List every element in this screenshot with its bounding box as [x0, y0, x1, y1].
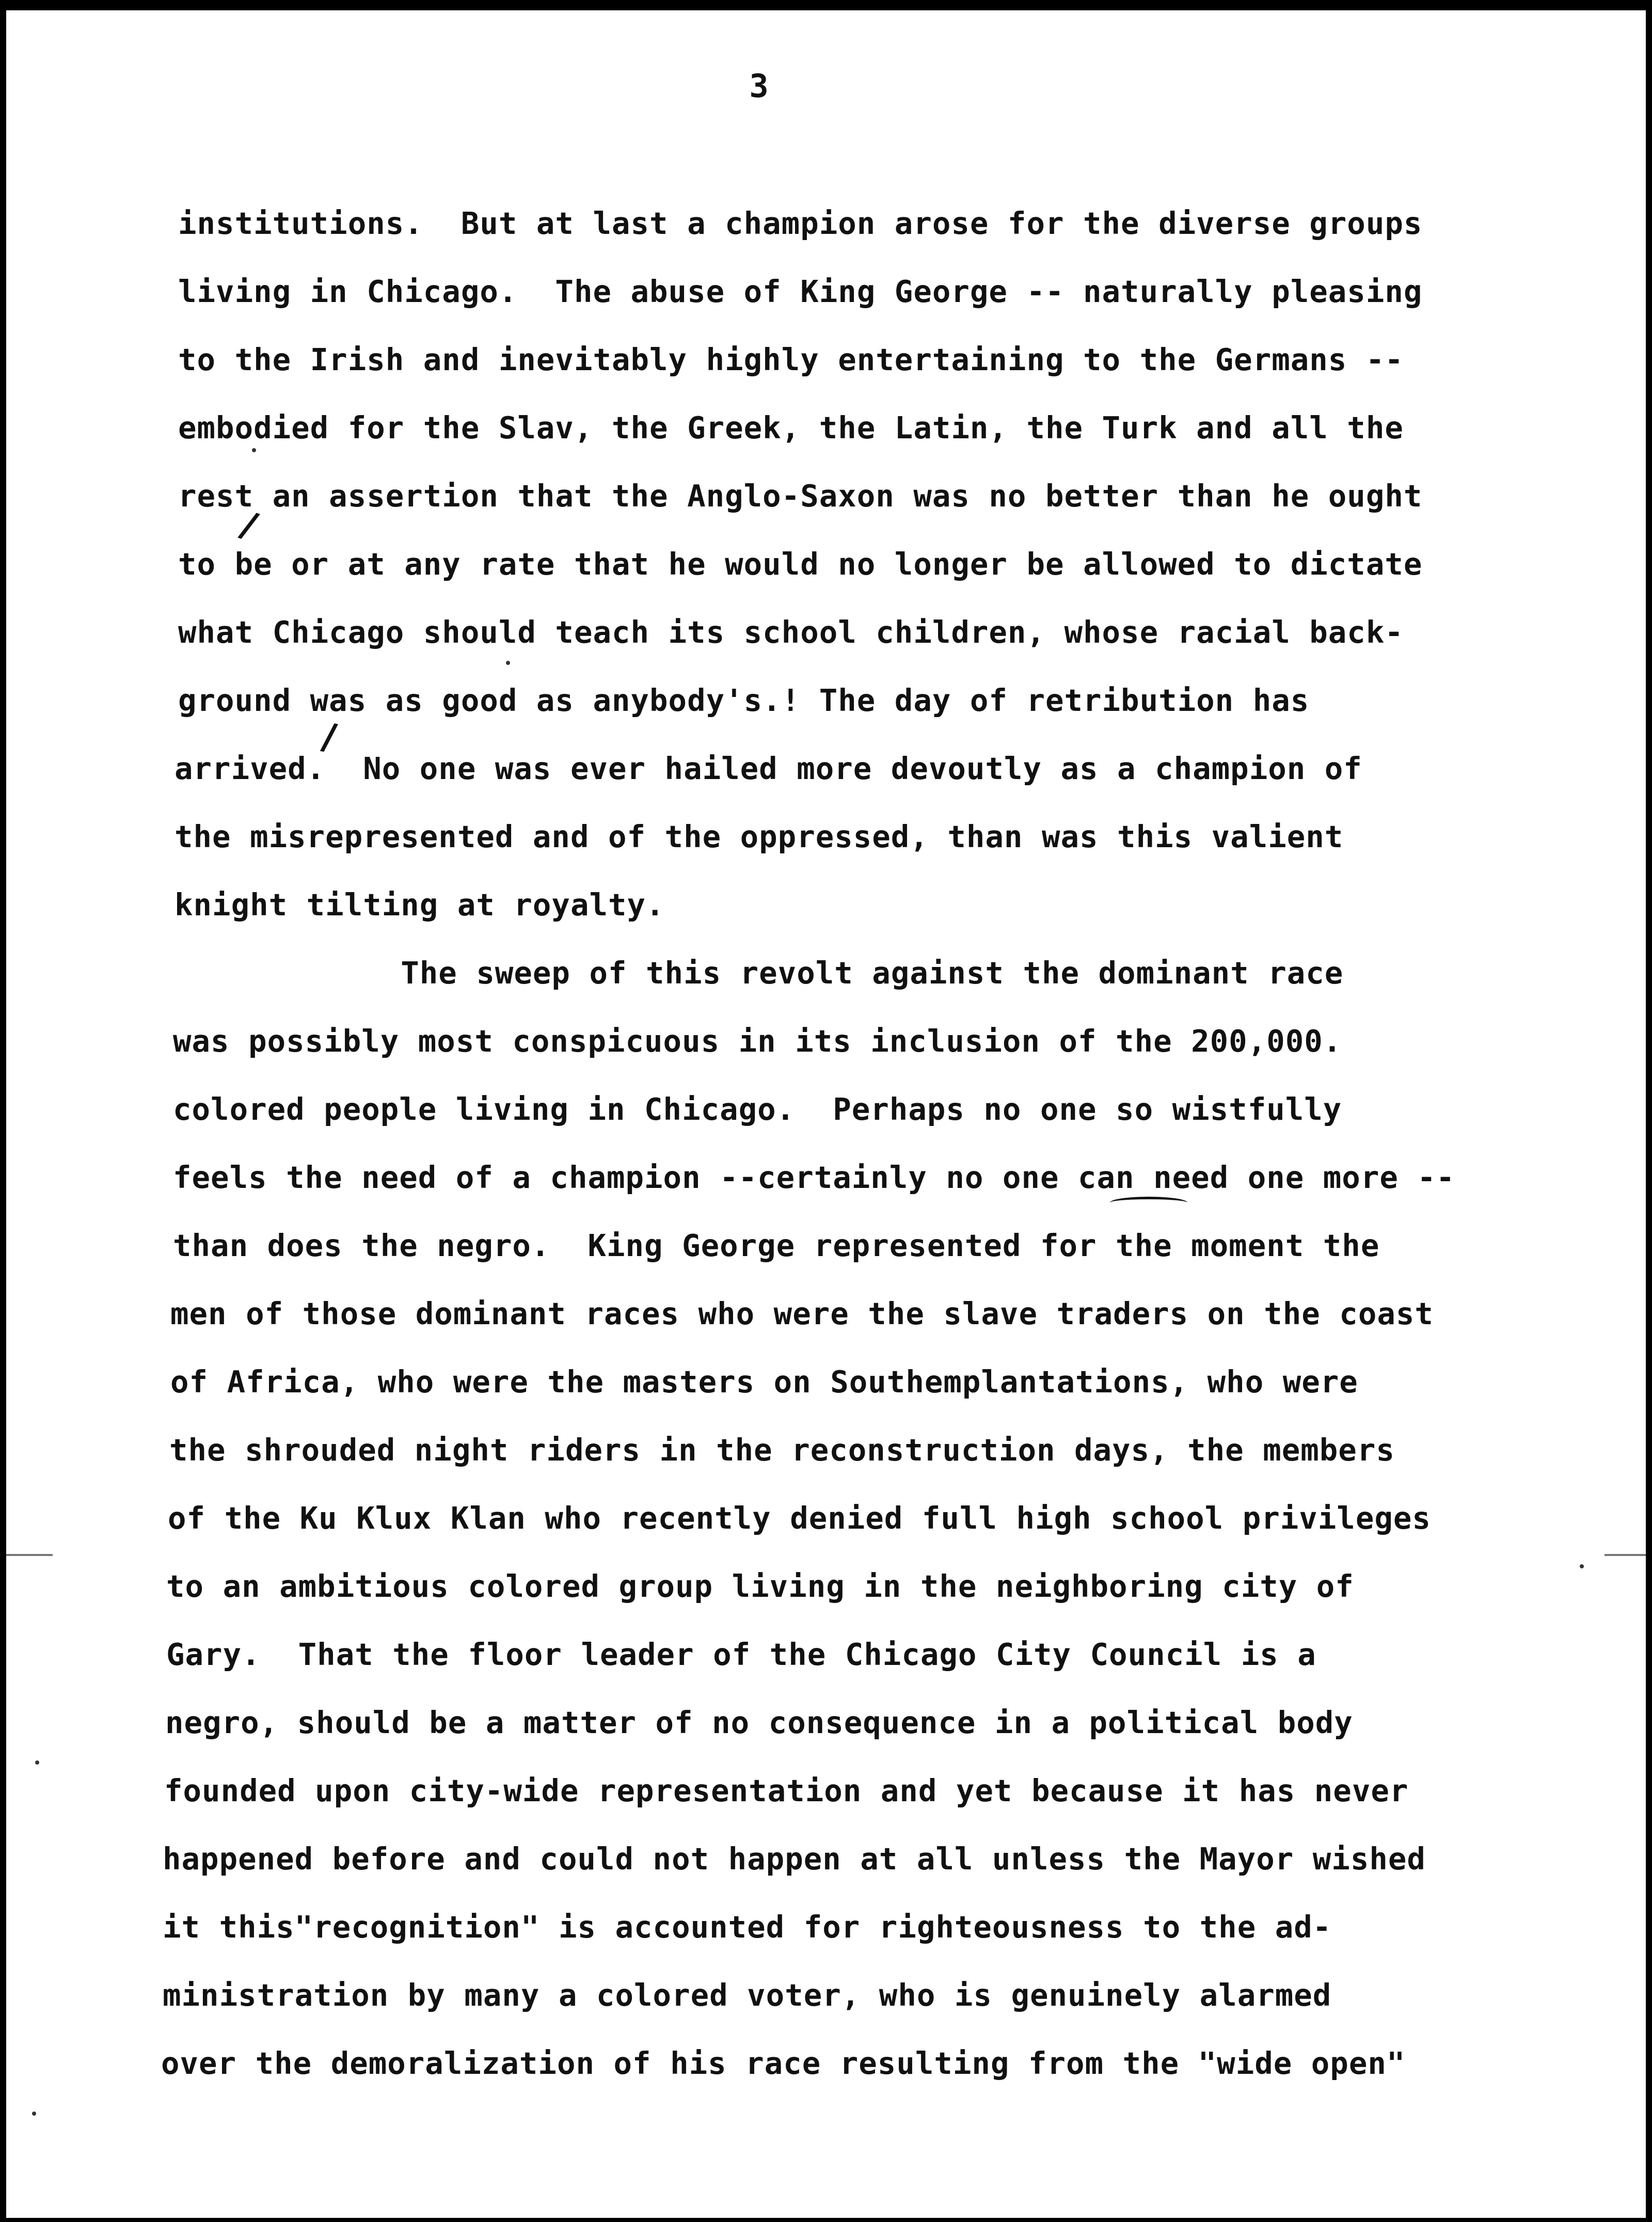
text-line: than does the negro. King George represented for the moment the [173, 1228, 1380, 1263]
text-line: The sweep of this revolt against the dominant race [174, 955, 1344, 991]
text-line: ministration by many a colored voter, who is genuinely alarmed [163, 1977, 1332, 2013]
text-line: to the Irish and inevitably highly entertaining to the Germans -- [178, 342, 1404, 377]
stray-dot [506, 661, 510, 665]
text-line: feels the need of a champion --certainly no one can need one more -- [173, 1160, 1455, 1195]
stray-dot [1580, 1564, 1584, 1568]
stray-dot [252, 448, 256, 452]
text-line: embodied for the Slav, the Greek, the Latin, the Turk and all the [178, 410, 1404, 446]
stray-dot [32, 2112, 36, 2116]
text-line: men of those dominant races who were the slave traders on the coast [170, 1296, 1434, 1331]
text-line: was possibly most conspicuous in its inclusion of the 200,000. [173, 1023, 1342, 1059]
page-number: 3 [749, 67, 769, 105]
text-line: arrived. No one was ever hailed more devoutly as a champion of [174, 751, 1362, 786]
text-line: colored people living in Chicago. Perhaps no one so wistfully [173, 1091, 1342, 1127]
insertion-slash-mark: / [235, 502, 263, 547]
stray-dot [35, 1760, 39, 1765]
text-line: to be or at any rate that he would no longer be allowed to dictate [178, 546, 1423, 582]
text-line: Gary. That the floor leader of the Chicago City Council is a [166, 1637, 1316, 1672]
text-line: of Africa, who were the masters on Southemplantations, who were [170, 1364, 1358, 1400]
text-line: institutions. But at last a champion arose for the diverse groups [178, 205, 1423, 241]
text-line: what Chicago should teach its school children, whose racial back- [178, 614, 1404, 650]
text-line: of the Ku Klux Klan who recently denied full high school privileges [168, 1500, 1431, 1536]
fold-mark-right [1605, 1554, 1646, 1556]
handwritten-underline-mark [1110, 1197, 1187, 1209]
text-line: rest an assertion that the Anglo-Saxon was no better than he ought [178, 478, 1423, 514]
scan-border-right [1646, 0, 1652, 2222]
text-line: ground was as good as anybody's.! The day of retribution has [178, 683, 1310, 718]
text-line: the shrouded night riders in the reconstruction days, the members [169, 1432, 1395, 1468]
text-line: founded upon city-wide representation and yet because it has never [164, 1773, 1409, 1808]
text-line: it this"recognition" is accounted for righteousness to the ad- [163, 1909, 1332, 1945]
scan-border-bottom [0, 2218, 1652, 2222]
fold-mark-left [6, 1554, 53, 1556]
text-line: to an ambitious colored group living in the neighboring city of [166, 1568, 1354, 1604]
text-line: negro, should be a matter of no consequence in a political body [165, 1705, 1353, 1740]
text-line: living in Chicago. The abuse of King George -- naturally pleasing [178, 274, 1423, 309]
text-line: over the demoralization of his race resulting from the "wide open" [161, 2045, 1406, 2081]
text-line: the misrepresented and of the oppressed, than was this valient [174, 819, 1344, 854]
insertion-slash-mark: / [319, 714, 340, 759]
scan-border-left [0, 0, 6, 2222]
scan-border-top [0, 0, 1652, 10]
text-line: happened before and could not happen at all unless the Mayor wished [163, 1841, 1426, 1877]
text-line: knight tilting at royalty. [174, 887, 665, 923]
